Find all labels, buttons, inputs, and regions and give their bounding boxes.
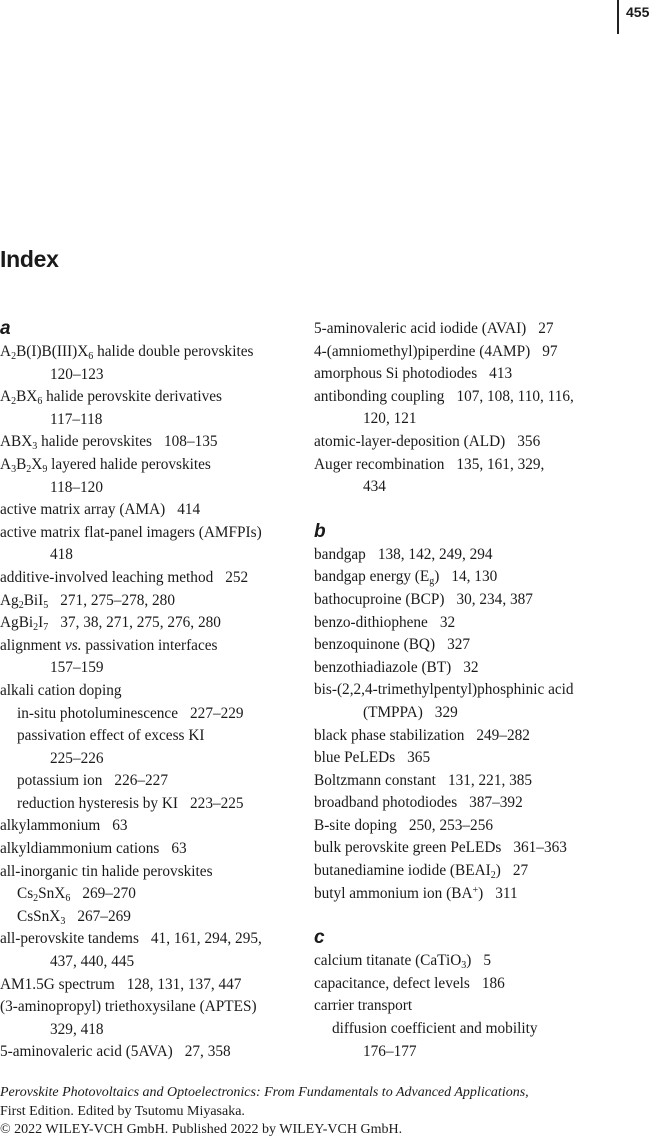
index-entry: carrier transport — [314, 997, 413, 1015]
index-entry: $AgBi_2I_7$ 37, 38, 271, 275, 276, 280 — [0, 614, 221, 634]
section-letter-a: a — [0, 318, 11, 339]
index-entry: alkali cation doping — [0, 681, 122, 699]
index-entry: alignment vs. passivation interfaces — [0, 636, 218, 654]
index-entry: butyl ammonium ion (BA+) 311 — [314, 884, 518, 902]
index-entry: Boltzmann constant 131, 221, 385 — [314, 771, 533, 789]
index-entry: Auger recombination 135, 161, 329, — [314, 455, 545, 473]
index-entry: capacitance, defect levels 186 — [314, 974, 505, 992]
index-subentry: potassium ion 226–227 — [17, 772, 168, 790]
index-column-left — [0, 318, 305, 1064]
page-footer — [0, 1084, 529, 1140]
index-entry: (3-aminopropyl) triethoxysilane (APTES) — [0, 998, 257, 1016]
index-entry: $A_2B(I)B(III)X_6$ halide double perovskites — [0, 343, 254, 362]
index-entry: benzo-dithiophene 32 — [314, 613, 456, 631]
page-title: Index — [0, 246, 59, 272]
index-entry: alkylammonium 63 — [0, 817, 128, 835]
index-entry: $ABX_3$ halide perovskites 108–135 — [0, 433, 218, 453]
index-entry: 4-(amniomethyl)piperdine (4AMP) 97 — [314, 342, 558, 360]
book-title: Perovskite Photovoltaics and Optoelectronics: From Fundamentals to Advanced Applications, — [0, 1085, 529, 1100]
index-entry: active matrix flat-panel imagers (AMFPIs) — [0, 523, 262, 541]
index-entry: all-perovskite tandems 41, 161, 294, 295, — [0, 930, 262, 948]
index-entry: atomic-layer-deposition (ALD) 356 — [314, 432, 541, 450]
index-entry: all-inorganic tin halide perovskites — [0, 862, 213, 880]
index-entry: broadband photodiodes 387–392 — [314, 794, 523, 812]
page-number: 455 — [626, 4, 650, 20]
index-entry-pages: 329, 418 — [50, 1020, 104, 1038]
index-entry: additive-involved leaching method 252 — [0, 568, 249, 586]
section-letter-c: c — [314, 927, 325, 949]
index-entry-pages: 157–159 — [50, 659, 104, 677]
index-entry: black phase stabilization 249–282 — [314, 726, 530, 744]
index-entry-pages: 118–120 — [50, 478, 103, 496]
index-entry-pages: 176–177 — [363, 1042, 417, 1060]
index-entry-pages: 120, 121 — [363, 410, 417, 428]
index-entry: bis-(2,2,4-trimethylpentyl)phosphinic acid — [314, 681, 574, 699]
index-entry: bandgap energy $(E_g)$ 14, 130 — [314, 568, 498, 588]
index-entry: blue PeLEDs 365 — [314, 749, 431, 767]
index-entry-pages: 434 — [363, 478, 386, 496]
index-entry: amorphous Si photodiodes 413 — [314, 365, 513, 383]
index-subentry: $Cs_2SnX_6$ 269–270 — [17, 885, 136, 905]
index-entry: bathocuproine (BCP) 30, 234, 387 — [314, 590, 533, 608]
index-subentry: diffusion coefficient and mobility — [332, 1020, 538, 1038]
index-entry: AM1.5G spectrum 128, 131, 137, 447 — [0, 975, 242, 993]
index-entry: calcium titanate (CaTiO$_3$) 5 — [314, 952, 492, 972]
copyright-line: © 2022 WILEY-VCH GmbH. Published 2022 by WILEY-VCH GmbH. — [0, 1122, 403, 1137]
index-entry: bulk perovskite green PeLEDs 361–363 — [314, 839, 567, 857]
index-subentry: CsSnX$_3$ 267–269 — [17, 907, 131, 927]
index-column-right — [314, 318, 650, 1063]
index-entry-pages: 120–123 — [50, 365, 104, 383]
index-subentry: reduction hysteresis by KI 223–225 — [17, 794, 244, 812]
index-entry-pages: 117–118 — [50, 410, 103, 428]
index-entry: $A_3B_2X_9$ layered halide perovskites — [0, 455, 211, 475]
index-subentry: in-situ photoluminescence 227–229 — [17, 704, 244, 722]
section-spacer — [314, 905, 650, 927]
index-entry: butanediamine iodide $(BEAI_2)$ 27 — [314, 862, 529, 882]
index-entry: 5-aminovaleric acid iodide (AVAI) 27 — [314, 320, 554, 337]
index-subentry: passivation effect of excess KI — [17, 727, 205, 745]
index-entry: bandgap 138, 142, 249, 294 — [314, 545, 493, 563]
index-entry: B-site doping 250, 253–256 — [314, 816, 493, 834]
index-entry: alkyldiammonium cations 63 — [0, 840, 187, 858]
index-entry: active matrix array (AMA) 414 — [0, 501, 201, 519]
index-entry: benzothiadiazole (BT) 32 — [314, 658, 479, 676]
index-entry-pages: 437, 440, 445 — [50, 953, 135, 971]
index-entry: 5-aminovaleric acid (5AVA) 27, 358 — [0, 1043, 231, 1061]
section-letter-b: b — [314, 520, 326, 542]
index-entry-pages: 225–226 — [50, 749, 104, 767]
index-entry: $A_2BX_6$ halide perovskite derivatives — [0, 388, 222, 408]
index-entry-pages: 418 — [50, 546, 73, 564]
header-rule — [617, 0, 619, 34]
index-entry: benzoquinone (BQ) 327 — [314, 636, 471, 654]
index-entry: $Ag_2BiI_5$ 271, 275–278, 280 — [0, 591, 175, 611]
index-entry-pages: (TMPPA) 329 — [363, 703, 458, 721]
edition-line: First Edition. Edited by Tsutomu Miyasaka. — [0, 1103, 245, 1119]
section-spacer — [314, 499, 650, 521]
index-entry: antibonding coupling 107, 108, 110, 116, — [314, 387, 574, 405]
